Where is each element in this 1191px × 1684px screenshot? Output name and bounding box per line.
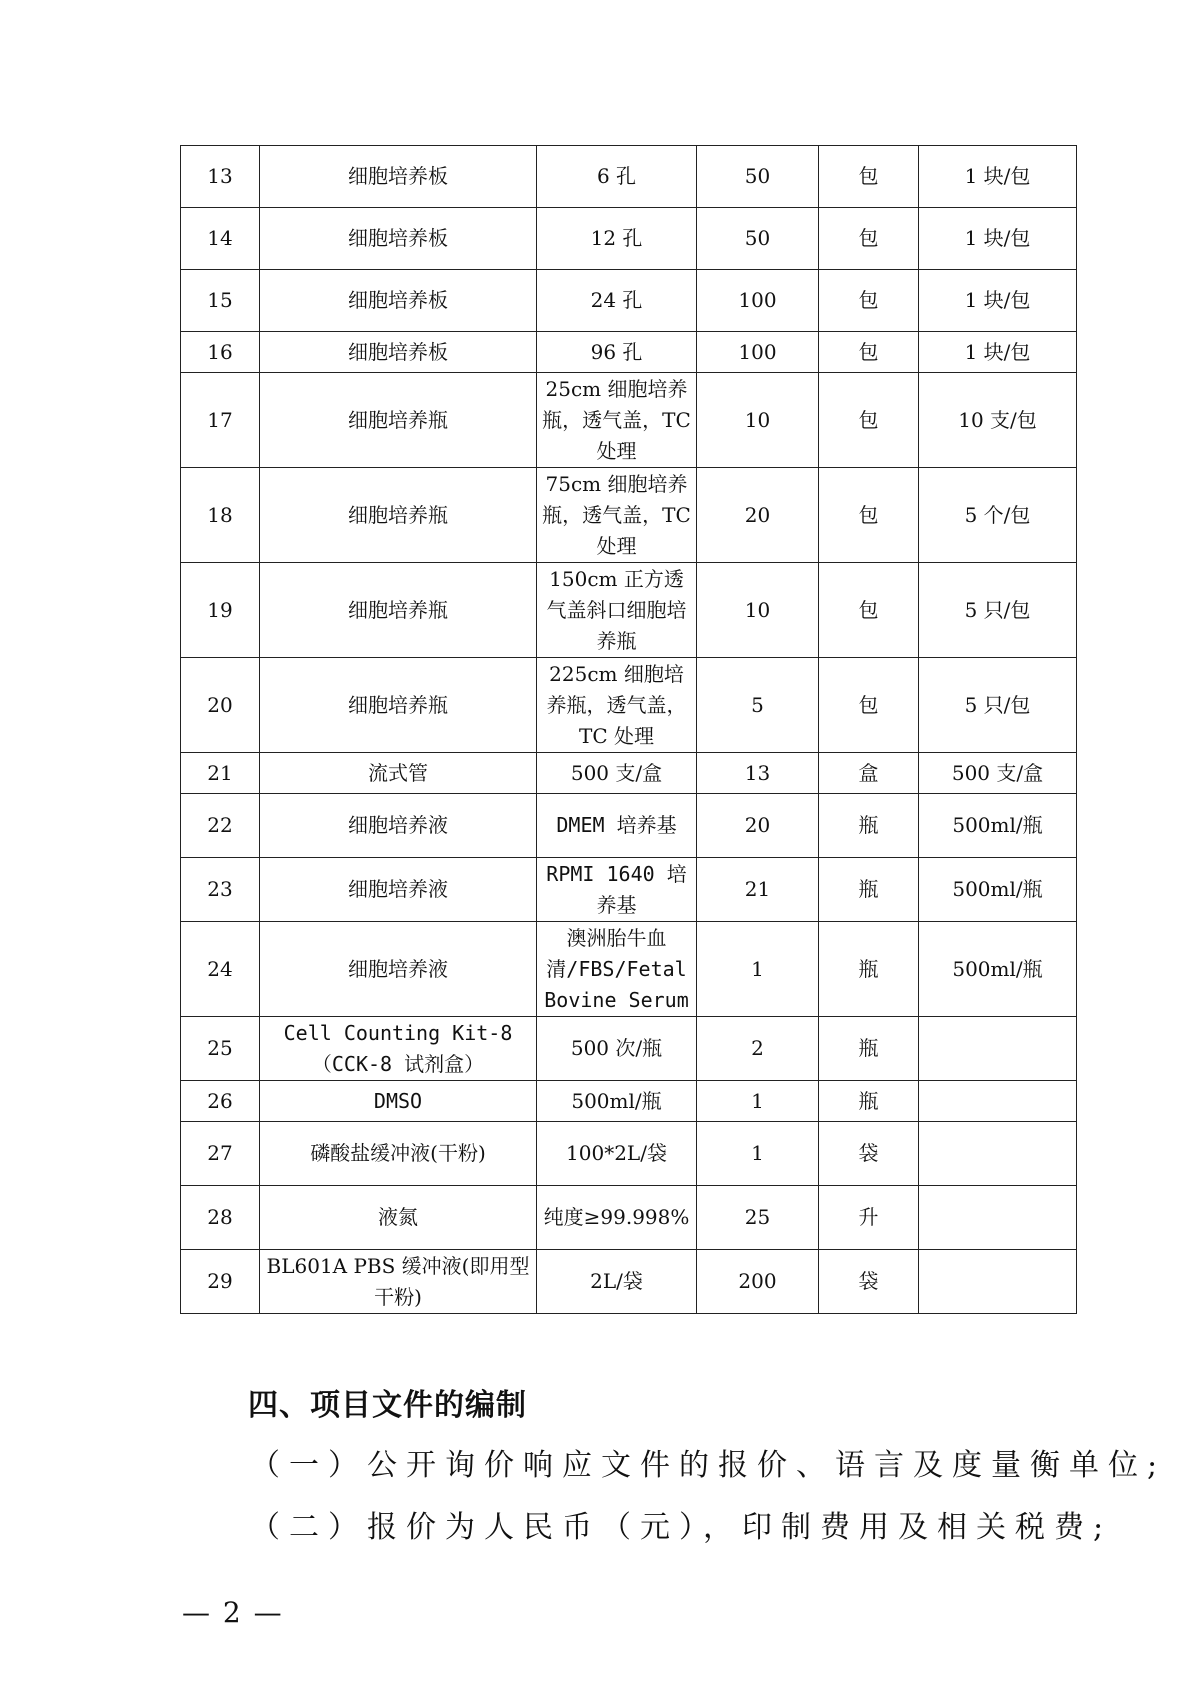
item-quantity: 5 [697,658,819,753]
table-row [181,753,1077,794]
item-unit: 包 [819,270,919,332]
page-number: — 2 — [182,1596,284,1629]
item-quantity: 100 [697,332,819,373]
row-number: 21 [181,753,260,794]
item-spec: 2L/袋 [537,1250,697,1314]
item-packing: 500ml/瓶 [919,922,1077,1017]
item-name: 细胞培养液 [260,922,537,1017]
item-name: 细胞培养液 [260,794,537,858]
item-unit: 包 [819,373,919,468]
row-number: 16 [181,332,260,373]
item-spec: 150cm 正方透气盖斜口细胞培养瓶 [537,563,697,658]
item-packing: 1 块/包 [919,332,1077,373]
table-row [181,563,1077,658]
item-quantity: 10 [697,373,819,468]
item-quantity: 10 [697,563,819,658]
item-unit: 包 [819,332,919,373]
row-number: 23 [181,858,260,922]
item-quantity: 200 [697,1250,819,1314]
item-name: DMSO [260,1081,537,1122]
item-name: 细胞培养板 [260,270,537,332]
row-number: 20 [181,658,260,753]
item-packing [919,1186,1077,1250]
section-item-2: （二）报价为人民币（元），印制费用及相关税费; [250,1510,1113,1545]
item-unit: 包 [819,658,919,753]
item-spec: 500 次/瓶 [537,1017,697,1081]
item-name: 磷酸盐缓冲液(干粉) [260,1122,537,1186]
table-row [181,373,1077,468]
row-number: 13 [181,146,260,208]
item-spec: 24 孔 [537,270,697,332]
item-quantity: 50 [697,146,819,208]
row-number: 19 [181,563,260,658]
item-quantity: 20 [697,794,819,858]
item-unit: 包 [819,146,919,208]
table-row [181,1081,1077,1122]
item-name: 液氮 [260,1186,537,1250]
item-packing [919,1081,1077,1122]
item-spec: 500ml/瓶 [537,1081,697,1122]
table-row [181,270,1077,332]
item-spec: 澳洲胎牛血清/FBS/Fetal Bovine Serum [537,922,697,1017]
item-packing: 500ml/瓶 [919,794,1077,858]
item-name: Cell Counting Kit-8（CCK-8 试剂盒） [260,1017,537,1081]
item-quantity: 13 [697,753,819,794]
table-row [181,858,1077,922]
item-unit: 盒 [819,753,919,794]
item-spec: 75cm 细胞培养瓶，透气盖，TC 处理 [537,468,697,563]
section-title: 四、项目文件的编制 [248,1388,527,1423]
item-unit: 包 [819,468,919,563]
item-spec: 6 孔 [537,146,697,208]
item-quantity: 25 [697,1186,819,1250]
item-packing: 1 块/包 [919,270,1077,332]
item-quantity: 1 [697,1081,819,1122]
item-quantity: 1 [697,922,819,1017]
item-quantity: 100 [697,270,819,332]
item-unit: 袋 [819,1122,919,1186]
item-unit: 袋 [819,1250,919,1314]
item-packing [919,1250,1077,1314]
item-unit: 瓶 [819,858,919,922]
item-packing: 500ml/瓶 [919,858,1077,922]
item-name: BL601A PBS 缓冲液(即用型干粉) [260,1250,537,1314]
item-name: 细胞培养瓶 [260,658,537,753]
table-row [181,1122,1077,1186]
section-item-1: （一）公开询价响应文件的报价、语言及度量衡单位; [250,1448,1167,1483]
row-number: 17 [181,373,260,468]
table-row [181,1186,1077,1250]
items-table [180,145,1077,1314]
table-row [181,208,1077,270]
item-packing: 5 只/包 [919,658,1077,753]
table-row [181,658,1077,753]
item-unit: 包 [819,563,919,658]
item-spec: 96 孔 [537,332,697,373]
item-unit: 瓶 [819,794,919,858]
item-packing: 5 个/包 [919,468,1077,563]
item-spec: 100*2L/袋 [537,1122,697,1186]
table-row [181,1017,1077,1081]
item-unit: 瓶 [819,1081,919,1122]
item-name: 细胞培养瓶 [260,373,537,468]
item-quantity: 20 [697,468,819,563]
table-row [181,468,1077,563]
item-name: 细胞培养液 [260,858,537,922]
row-number: 26 [181,1081,260,1122]
table-row [181,794,1077,858]
item-spec: 225cm 细胞培养瓶，透气盖，TC 处理 [537,658,697,753]
item-name: 细胞培养板 [260,208,537,270]
row-number: 14 [181,208,260,270]
row-number: 24 [181,922,260,1017]
item-quantity: 21 [697,858,819,922]
item-unit: 升 [819,1186,919,1250]
item-packing: 10 支/包 [919,373,1077,468]
item-unit: 瓶 [819,922,919,1017]
row-number: 28 [181,1186,260,1250]
item-spec: DMEM 培养基 [537,794,697,858]
item-unit: 包 [819,208,919,270]
item-spec: 纯度≥99.998% [537,1186,697,1250]
row-number: 18 [181,468,260,563]
table-row [181,922,1077,1017]
item-spec: 500 支/盒 [537,753,697,794]
row-number: 15 [181,270,260,332]
item-quantity: 50 [697,208,819,270]
item-quantity: 2 [697,1017,819,1081]
item-spec: 25cm 细胞培养瓶，透气盖，TC 处理 [537,373,697,468]
item-name: 细胞培养瓶 [260,468,537,563]
item-packing: 1 块/包 [919,208,1077,270]
item-unit: 瓶 [819,1017,919,1081]
table-row [181,332,1077,373]
row-number: 25 [181,1017,260,1081]
item-name: 细胞培养板 [260,146,537,208]
item-spec: 12 孔 [537,208,697,270]
item-spec: RPMI 1640 培养基 [537,858,697,922]
row-number: 27 [181,1122,260,1186]
item-name: 细胞培养瓶 [260,563,537,658]
row-number: 29 [181,1250,260,1314]
item-name: 细胞培养板 [260,332,537,373]
item-quantity: 1 [697,1122,819,1186]
item-name: 流式管 [260,753,537,794]
table-row [181,1250,1077,1314]
item-packing: 500 支/盒 [919,753,1077,794]
item-packing [919,1017,1077,1081]
item-packing [919,1122,1077,1186]
item-packing: 5 只/包 [919,563,1077,658]
table-row [181,146,1077,208]
items-table-body [181,146,1077,1314]
item-packing: 1 块/包 [919,146,1077,208]
row-number: 22 [181,794,260,858]
